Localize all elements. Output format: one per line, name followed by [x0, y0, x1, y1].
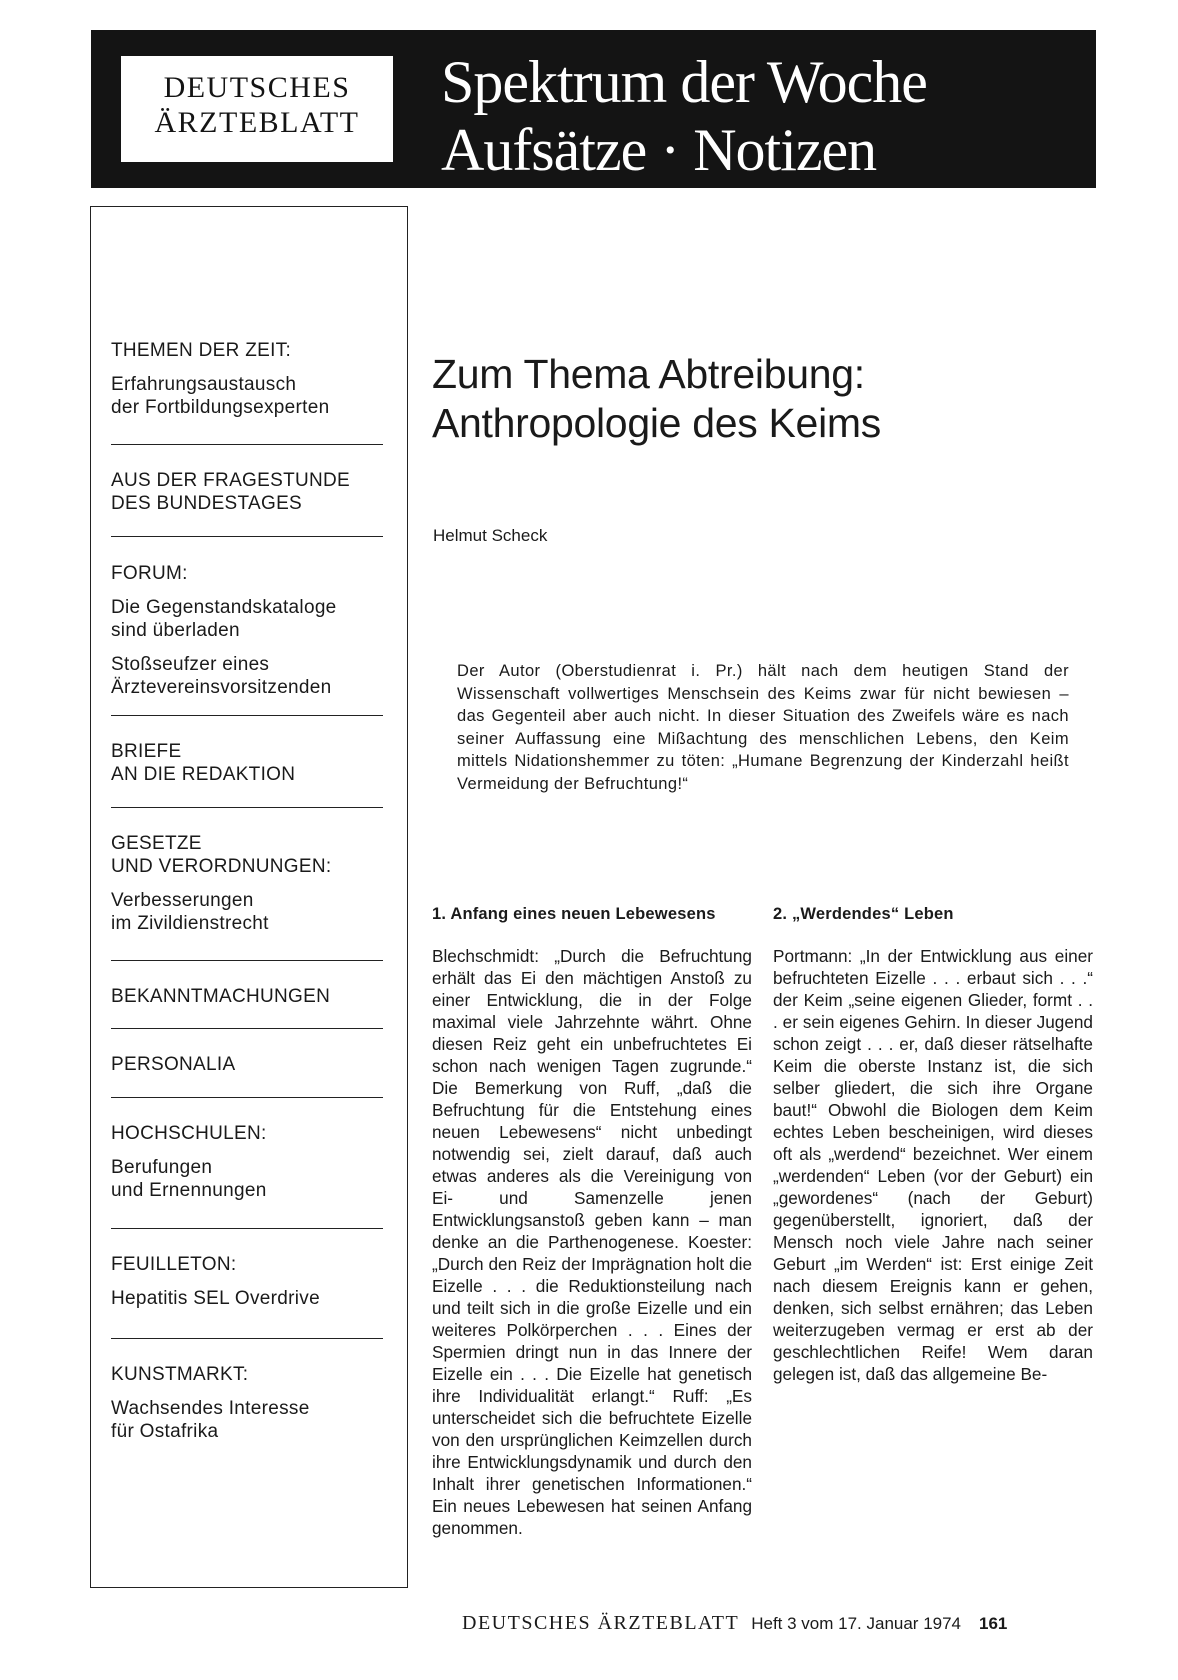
article-column-1: [432, 903, 752, 1539]
toc-section-feuilleton: [111, 1253, 383, 1310]
article-title: Zum Thema Abtreibung: Anthropologie des Keims: [432, 351, 881, 446]
footer-brand: DEUTSCHES ÄRZTEBLATT: [462, 1612, 740, 1634]
section-heading: 1. Anfang eines neuen Lebewesens: [432, 905, 716, 923]
toc-heading: HOCHSCHULEN:: [111, 1123, 267, 1144]
toc-item: Hepatitis SEL Overdrive: [111, 1288, 320, 1309]
section-title-line-1: Spektrum der Woche: [441, 49, 927, 115]
toc-section-fragestunde: [111, 469, 383, 515]
article-abstract: Der Autor (Oberstudienrat i. Pr.) hält nach dem heutigen Stand der Wissenschaft vollwertiges Menschsein des Keims zwar für nicht bewiesen – das Gegenteil aber auch nicht. In dieser Situation des Zweifels wäre es nach seiner Auffassung eine Mißachtung des menschlichen Lebens, den Keim mittels Nidationshemmer zu töten: „Humane Begrenzung der Kinderzahl heißt Vermeidung der Befruchtung!“: [457, 662, 1069, 793]
toc-heading: BRIEFE AN DIE REDAKTION: [111, 741, 296, 785]
toc-divider: [111, 715, 383, 716]
logo-line-2: ÄRZTEBLATT: [154, 106, 360, 139]
toc-heading: KUNSTMARKT:: [111, 1364, 249, 1385]
toc-heading: AUS DER FRAGESTUNDE DES BUNDESTAGES: [111, 470, 351, 514]
section-title: [441, 48, 927, 184]
toc-item: Wachsendes Interesse für Ostafrika: [111, 1398, 310, 1442]
section-heading: 2. „Werdendes“ Leben: [773, 905, 954, 923]
page-footer: [462, 1612, 1007, 1635]
toc-heading: THEMEN DER ZEIT:: [111, 340, 292, 361]
toc-section-gesetze: [111, 832, 383, 935]
toc-item: Berufungen und Ernennungen: [111, 1157, 267, 1201]
footer-issue: Heft 3 vom 17. Januar 1974: [751, 1614, 962, 1633]
toc-heading: FORUM:: [111, 563, 188, 584]
toc-heading: BEKANNTMACHUNGEN: [111, 986, 331, 1007]
article-author: Helmut Scheck: [433, 526, 548, 545]
journal-logo: [121, 56, 393, 162]
body-paragraph: Portmann: „In der Entwicklung aus einer befruchteten Eizelle . . . erbaut sich . . .“ der Keim „seine eigenen Glieder, formt . . . er sein eigenes Gehirn. In dieser Jugend schon zeigt . . . er, daß dieser rätselhafte Keim die oberste Instanz ist, die sich selber gliedert, die sich ihre Organe baut!“ Obwohl die Biologen dem Keim echtes Leben bescheinigen, wird dieses oft als „werdend“ bezeichnet. Wer einem „werdenden“ Leben (vor der Geburt) ein „gewordenes“ (nach der Geburt) gegenüberstellt, ignoriert, daß der Mensch noch viele Jahre nach seiner Geburt „im Werden“ ist: Erst einige Zeit nach diesem Ereignis kann er gehen, denken, sich selbst ernähren; das Leben weiterzugeben vermag er erst ab der geschlechtlichen Reife! Wem daran gelegen ist, daß das allgemeine Be-: [773, 946, 1093, 1384]
toc-heading: FEUILLETON:: [111, 1254, 237, 1275]
toc-section-briefe: [111, 740, 383, 786]
toc-section-hochschulen: [111, 1122, 383, 1202]
toc-heading: GESETZE UND VERORDNUNGEN:: [111, 833, 332, 877]
toc-item: Die Gegenstandskataloge sind überladen: [111, 597, 337, 641]
page-number: 161: [979, 1614, 1008, 1633]
masthead: [91, 30, 1096, 188]
toc-item: Stoßseufzer eines Ärztevereinsvorsitzenden: [111, 654, 332, 698]
section-title-line-2: Aufsätze · Notizen: [441, 117, 877, 183]
toc-divider: [111, 444, 383, 445]
toc-heading: PERSONALIA: [111, 1054, 236, 1075]
toc-divider: [111, 1097, 383, 1098]
toc-divider: [111, 960, 383, 961]
toc-divider: [111, 536, 383, 537]
toc-divider: [111, 1028, 383, 1029]
toc-section-kunstmarkt: [111, 1363, 383, 1443]
toc-section-bekanntmachungen: [111, 985, 383, 1008]
toc-divider: [111, 1228, 383, 1229]
toc-divider: [111, 807, 383, 808]
toc-item: Verbesserungen im Zivildienstrecht: [111, 890, 269, 934]
toc-section-themen: [111, 339, 383, 419]
toc-divider: [111, 1338, 383, 1339]
table-of-contents-sidebar: [90, 206, 408, 1588]
toc-section-forum: [111, 562, 383, 699]
logo-line-1: DEUTSCHES: [163, 71, 351, 104]
toc-section-personalia: [111, 1053, 383, 1076]
article-column-2: [773, 903, 1093, 1385]
toc-item: Erfahrungsaustausch der Fortbildungsexperten: [111, 374, 330, 418]
body-paragraph: Blechschmidt: „Durch die Befruchtung erhält das Ei den mächtigen Anstoß zu einer Entwicklung, die in der Folge maximal viele Jahrzehnte währt. Ohne diesen Reiz geht ein unbefruchtetes Ei schon nach wenigen Tagen zugrunde.“ Die Bemerkung von Ruff, „daß die Befruchtung für die Entstehung eines neuen Lebewesens“ nicht unbedingt notwendig sei, zielt darauf, daß auch etwas anderes als die Vereinigung von Ei- und Samenzelle jenen Entwicklungsanstoß geben kann – man denke an die Parthenogenese. Koester: „Durch den Reiz der Imprägnation holt die Eizelle . . . die Reduktionsteilung nach und teilt sich in die große Eizelle und ein weiteres Polkörperchen . . . Eines der Spermien dringt nun in das Innere der Eizelle ein . . . Die Eizelle hat genetisch ihre Individualität erlangt.“ Ruff: „Es unterscheidet sich die befruchtete Eizelle von den ursprünglichen Keimzellen durch ihre Entwicklungsdynamik und durch den Inhalt ihrer genetischen Informationen.“ Ein neues Lebewesen hat seinen Anfang genommen.: [432, 946, 752, 1538]
